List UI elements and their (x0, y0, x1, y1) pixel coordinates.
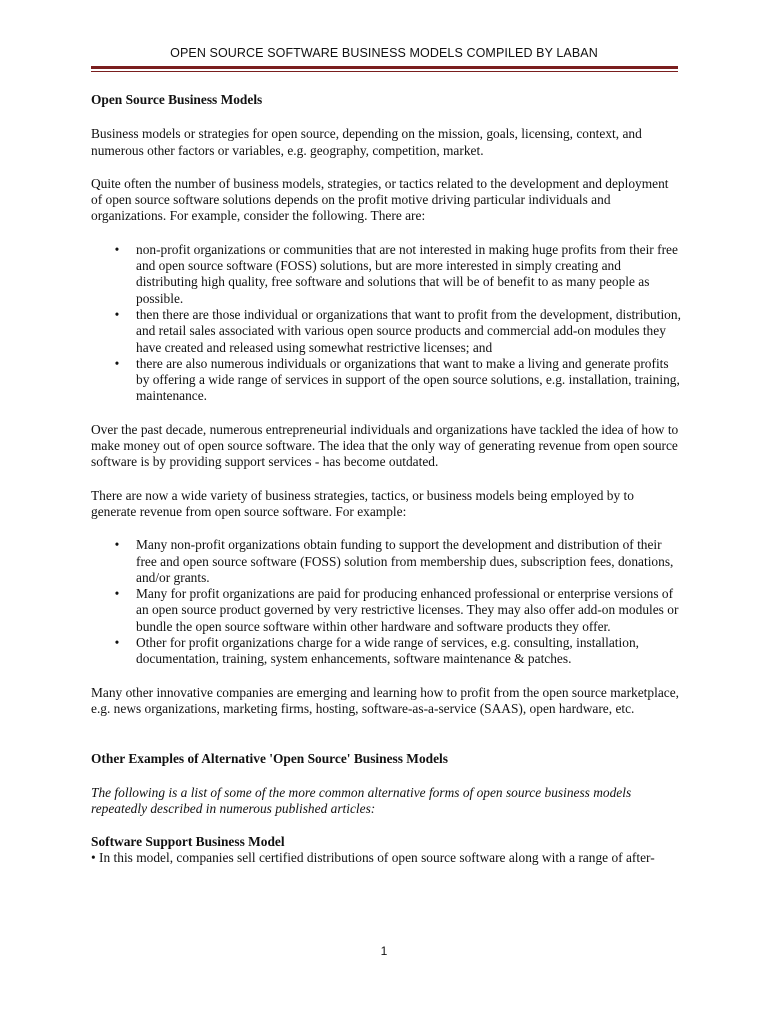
list-item-text: Other for profit organizations charge for a wide range of services, e.g. consulting, installation, documentation, training, system enhancements, software maintenance & patches. (136, 635, 639, 667)
bullet-glyph: • (114, 537, 120, 553)
section-heading-business-models: Open Source Business Models (91, 92, 263, 107)
list-item (91, 356, 681, 405)
paragraph: Quite often the number of business models, strategies, or tactics related to the development and deployment of open source software solutions depends on the profit motive driving particular individuals and organizations. For example, consider the following. There are: (91, 175, 669, 224)
paragraph: Many other innovative companies are emerging and learning how to profit from the open source marketplace, e.g. news organizations, marketing firms, hosting, software-as-a-service (SAAS), open hardware, etc. (91, 684, 679, 716)
list-item (91, 586, 681, 635)
list-item (91, 537, 681, 586)
page-number: 1 (380, 944, 388, 958)
list-item-text: then there are those individual or organizations that want to profit from the development, distribution, and retail sales associated with various open source products and commercial add-on modules they have created and released using somewhat restrictive licenses; and (136, 306, 681, 355)
bullet-glyph: • (114, 586, 120, 602)
document-body (91, 92, 681, 867)
header-rule-thick (91, 66, 678, 69)
spacer (91, 717, 681, 751)
list-item-text: Many non-profit organizations obtain funding to support the development and distribution of their free and open source software (FOSS) solution from membership dues, subscription fees, donations, and/or grants. (136, 537, 674, 585)
list-item-text: there are also numerous individuals or organizations that want to make a living and generate profits by offering a wide range of services in support of the open source solutions, e.g. installation, training, maintenance. (136, 355, 680, 404)
list-item-text: Many for profit organizations are paid for producing enhanced professional or enterprise versions of an open source product governed by very restrictive licenses. They may also offer add-on modules or bundle the open source software within other hardware and software products they offer. (136, 586, 679, 634)
list-item-text: non-profit organizations or communities that are not interested in making huge profits from their free and open source software (FOSS) solutions, but are more interested in simply creating and distributing high quality, free software and solutions that will be of benefit to as many people as possible. (136, 241, 678, 306)
paragraph: Business models or strategies for open source, depending on the mission, goals, licensing, context, and numerous other factors or variables, e.g. geography, competition, market. (91, 126, 642, 158)
intro-paragraph: The following is a list of some of the more common alternative forms of open source business models repeatedly described in numerous published articles: (91, 784, 632, 816)
running-header: OPEN SOURCE SOFTWARE BUSINESS MODELS COMPILED BY LABAN (170, 46, 598, 60)
list-item (91, 635, 681, 668)
paragraph: Over the past decade, numerous entrepreneurial individuals and organizations have tackled the idea of how to make money out of open source software. The idea that the only way of generating revenue from open source software is by providing support services - has become outdated. (91, 421, 679, 470)
bullet-list-profit-motives (91, 242, 681, 405)
bullet-glyph: • (114, 355, 120, 371)
list-item (91, 242, 681, 307)
bullet-list-revenue-examples (91, 537, 681, 667)
bullet-glyph: • (114, 306, 120, 322)
paragraph: There are now a wide variety of business strategies, tactics, or business models being employed by to generate revenue from open source software. For example: (91, 487, 634, 519)
bullet-glyph: • (114, 241, 120, 257)
paragraph: • In this model, companies sell certified distributions of open source software along with a range of after- (91, 850, 655, 866)
header-rule-thin (91, 71, 678, 72)
subheading-software-support: Software Support Business Model (91, 834, 285, 850)
section-heading-alternative-models: Other Examples of Alternative 'Open Source' Business Models (91, 751, 448, 767)
bullet-glyph: • (114, 635, 120, 651)
list-item (91, 307, 681, 356)
